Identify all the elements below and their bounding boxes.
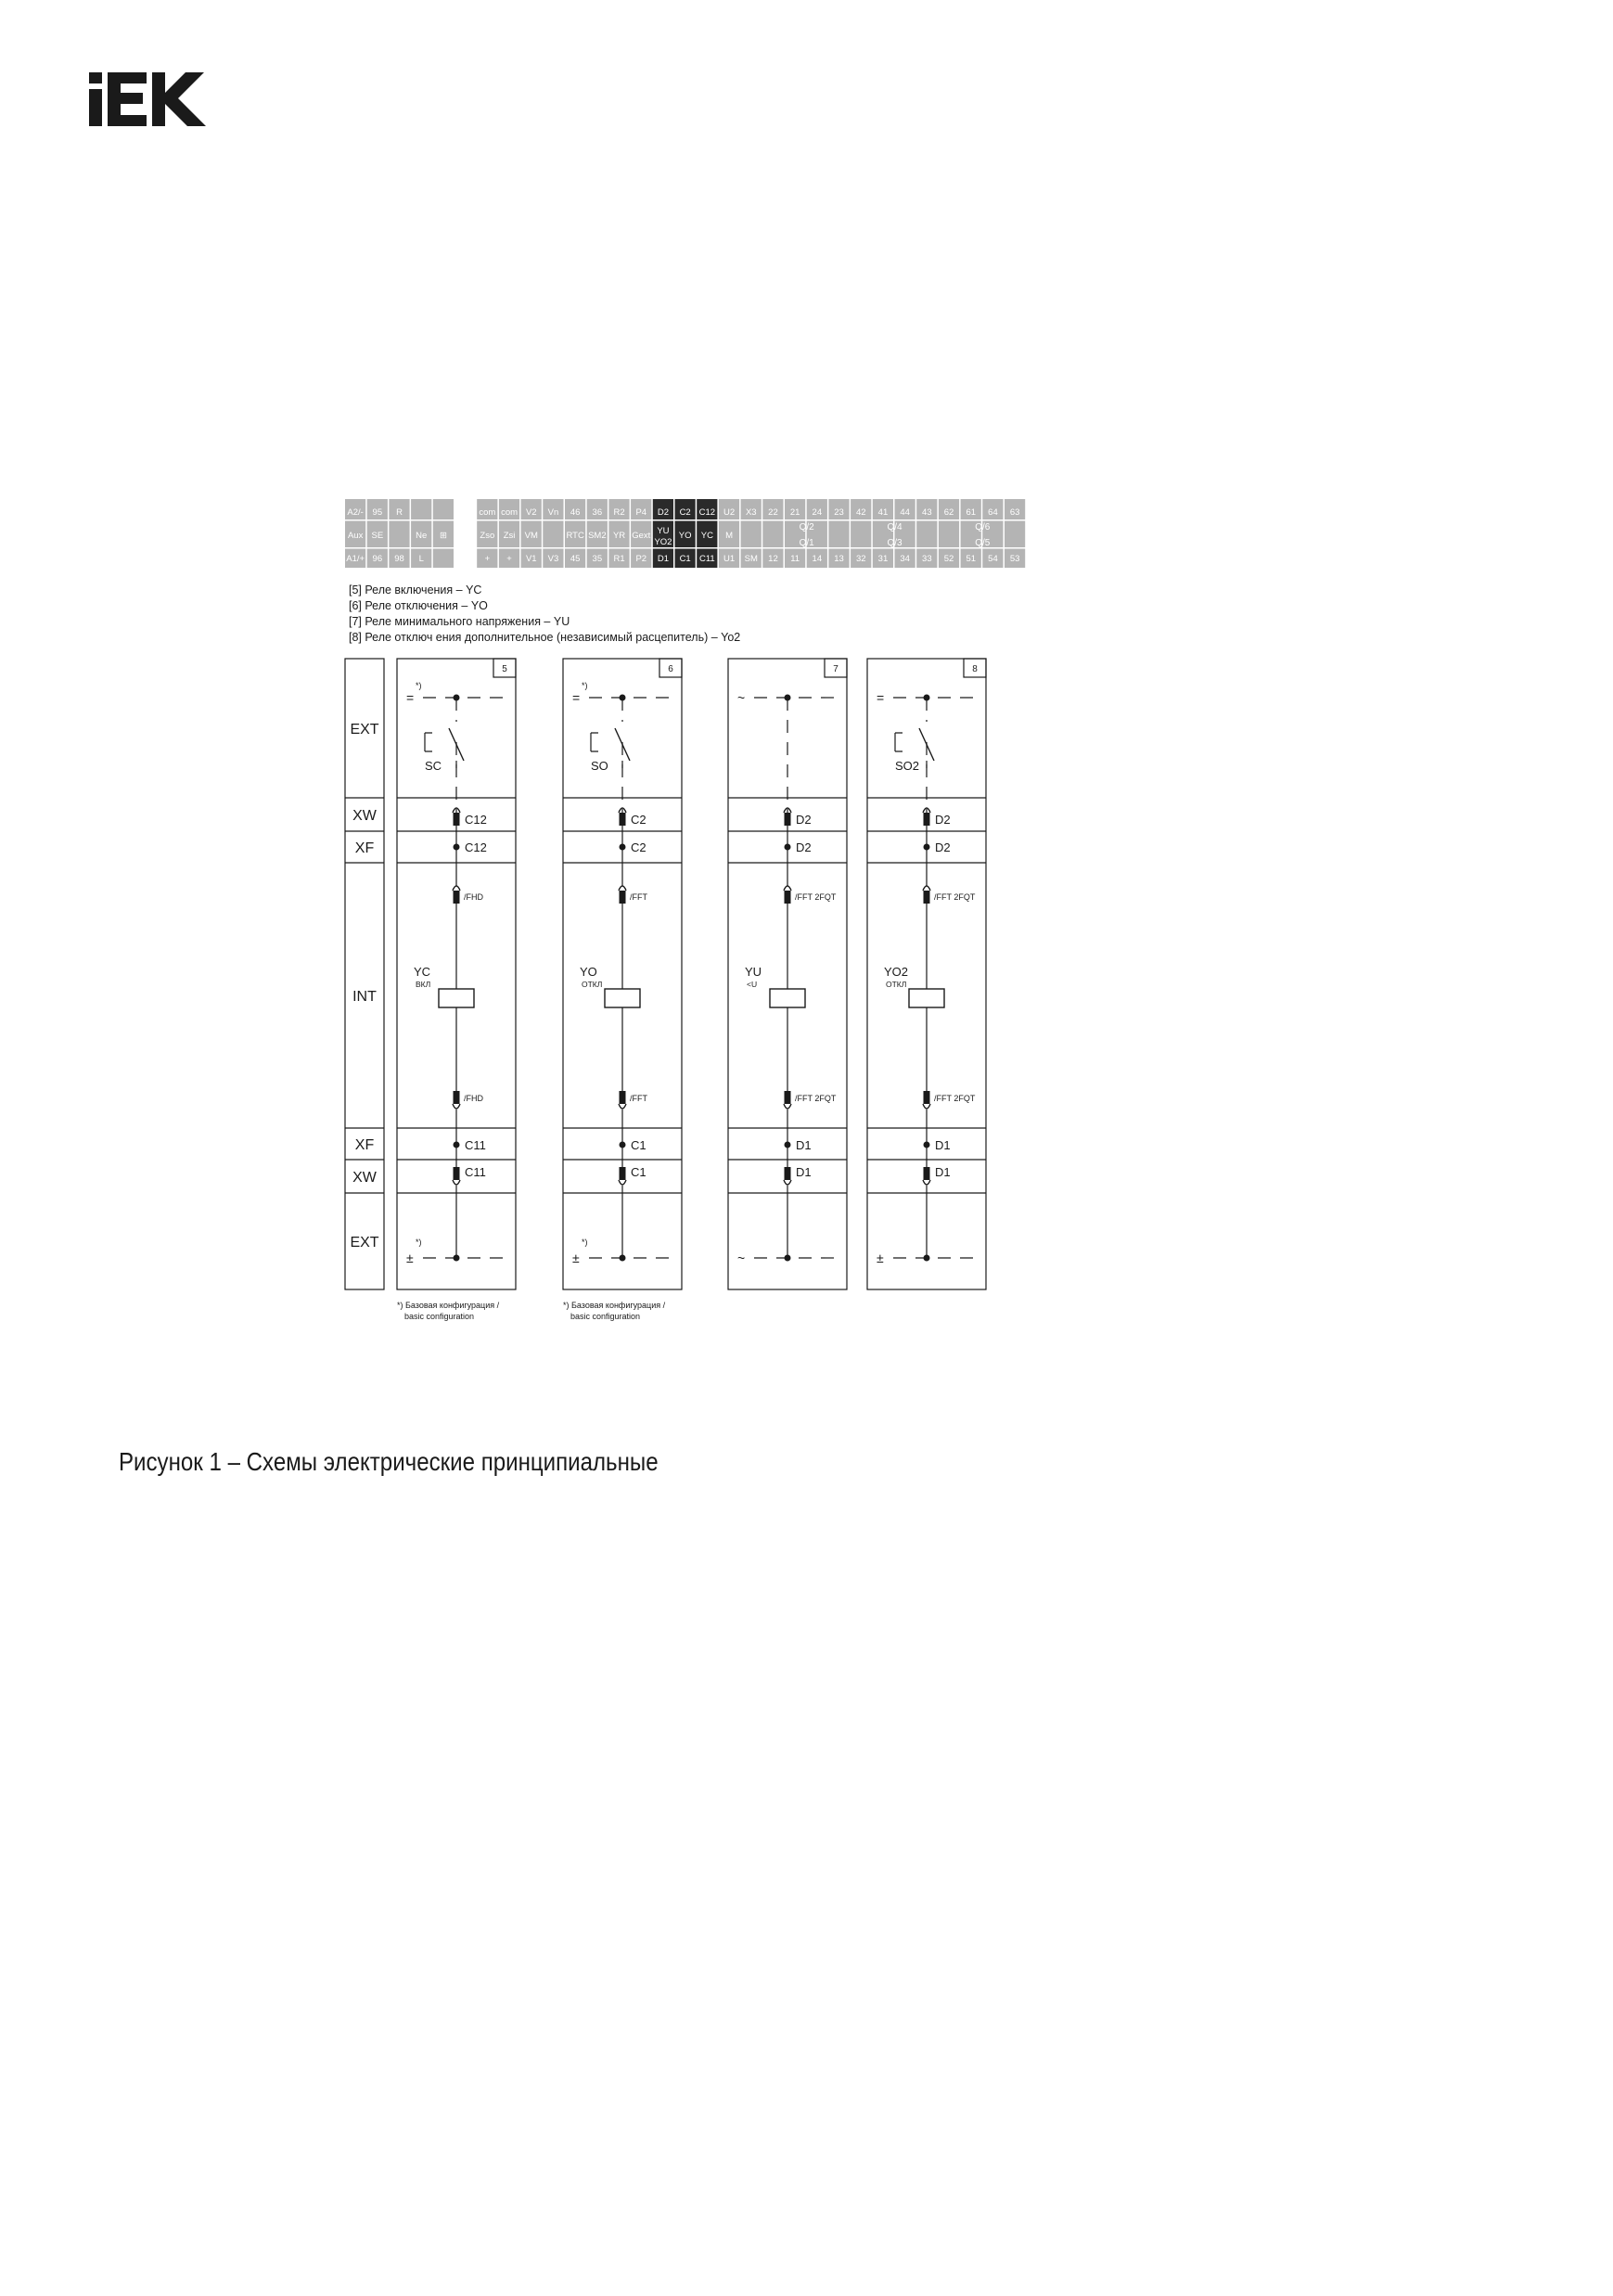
terminal-block xyxy=(873,499,893,568)
terminal-bottom-label: 35 xyxy=(592,554,603,564)
terminal-bottom-label: SM xyxy=(744,554,758,564)
terminal-label-xf-top: C12 xyxy=(465,840,487,854)
terminal-group-top: Q/2 xyxy=(799,522,814,532)
plug-pin xyxy=(620,813,626,826)
plug-arc xyxy=(619,1104,626,1109)
terminal-bottom-label: C1 xyxy=(679,554,691,564)
footnote-line: *) Базовая конфигурация / xyxy=(397,1301,500,1310)
terminal-label-xw-bottom: C1 xyxy=(631,1165,646,1179)
terminal-top-label: 41 xyxy=(877,507,889,518)
coil-label: YO xyxy=(580,965,597,979)
circuit-panel xyxy=(867,659,986,1289)
terminal-label-xf-bottom: D1 xyxy=(796,1138,812,1152)
footnote-line: basic configuration xyxy=(404,1312,475,1321)
coil-label: YO2 xyxy=(884,965,909,979)
terminal-bottom-label: 52 xyxy=(943,554,954,564)
coil-icon xyxy=(770,989,805,1007)
terminal-block xyxy=(608,499,629,568)
terminal-top-label: X3 xyxy=(745,507,757,518)
terminal-top-label: C12 xyxy=(698,507,716,518)
terminal-top-label: 64 xyxy=(988,507,998,518)
plug-pin xyxy=(620,1167,626,1180)
circuit-panels xyxy=(397,659,986,1289)
panel-number: 7 xyxy=(833,664,839,674)
terminal-block xyxy=(411,499,431,568)
terminal-bottom-label: 45 xyxy=(570,554,581,564)
terminal-bottom-label: 32 xyxy=(855,554,866,564)
coil-sublabel: ОТКЛ xyxy=(886,980,907,989)
plug-pin xyxy=(454,813,460,826)
terminal-top-label: 21 xyxy=(789,507,800,518)
terminal-mid-label: RTC xyxy=(566,531,584,541)
terminal-bottom-label: V3 xyxy=(547,554,559,564)
panel-number: 8 xyxy=(972,664,978,674)
plug-pin xyxy=(620,891,626,904)
plug-label-top: /FHD xyxy=(464,892,483,902)
terminal-block xyxy=(543,499,563,568)
terminal-top-label: 44 xyxy=(900,507,910,518)
terminal-block xyxy=(895,499,915,568)
terminal-label-xw-top: D2 xyxy=(796,813,812,827)
switch-gap xyxy=(454,722,458,735)
terminal-block xyxy=(455,499,476,568)
terminal-bottom-label: 31 xyxy=(877,554,889,564)
terminal-bottom-label: R1 xyxy=(613,554,625,564)
plug-label-bottom: /FFT 2FQT xyxy=(934,1094,976,1103)
terminal-block xyxy=(785,499,805,568)
terminal-top-label: 62 xyxy=(943,507,954,518)
terminal-block xyxy=(389,499,409,568)
plug-label-top: /FFT 2FQT xyxy=(934,892,976,902)
terminal-block xyxy=(807,499,827,568)
terminal-mid-label: SM2 xyxy=(588,531,607,541)
plug-arc xyxy=(784,886,791,891)
terminal-top-label: V2 xyxy=(525,507,537,518)
terminal-label-xw-top: C2 xyxy=(631,813,646,827)
plug-pin xyxy=(924,1091,930,1104)
terminal-mid-label: YC xyxy=(700,531,713,541)
footnotes xyxy=(397,1301,666,1321)
row-label-ext-top: EXT xyxy=(350,722,379,738)
terminal-block xyxy=(851,499,871,568)
terminal-mid-label: Zso xyxy=(480,531,495,541)
terminal-mid-label: Zsi xyxy=(503,531,516,541)
terminal-top-label: 46 xyxy=(570,507,581,518)
plug-arc xyxy=(923,1180,930,1185)
plug-pin xyxy=(785,891,791,904)
terminal-top-label: com xyxy=(479,507,496,518)
supply-symbol-bottom: ± xyxy=(877,1251,884,1265)
circuit-panel xyxy=(397,659,516,1289)
row-label-column xyxy=(345,659,384,1289)
figure-caption: Рисунок 1 – Схемы электрические принципиальные xyxy=(119,1447,659,1476)
row-label-int: INT xyxy=(352,989,377,1005)
terminal-mid-label: Aux xyxy=(347,531,364,541)
terminal-block xyxy=(1005,499,1025,568)
plug-label-bottom: /FHD xyxy=(464,1094,483,1103)
panel-number: 6 xyxy=(668,664,673,674)
terminal-block xyxy=(631,499,651,568)
plug-pin xyxy=(924,1167,930,1180)
terminal-top-label: 95 xyxy=(372,507,383,518)
legend-line: [5] Реле включения – YC xyxy=(349,584,482,596)
terminal-bottom-label: 96 xyxy=(372,554,383,564)
switch-gap xyxy=(925,722,928,735)
supply-symbol-top: = xyxy=(877,690,885,705)
terminal-block xyxy=(939,499,959,568)
switch-label: SO xyxy=(591,759,608,773)
plug-arc xyxy=(784,1180,791,1185)
terminal-block xyxy=(762,499,783,568)
terminal-bottom-label: 53 xyxy=(1009,554,1020,564)
terminal-block xyxy=(961,499,981,568)
legend-line: [7] Реле минимального напряжения – YU xyxy=(349,615,570,628)
legend-line: [6] Реле отключения – YO xyxy=(349,599,488,612)
plug-pin xyxy=(785,1091,791,1104)
supply-symbol-bottom: ± xyxy=(406,1251,414,1265)
footnote-line: *) Базовая конфигурация / xyxy=(563,1301,666,1310)
terminal-block-bg xyxy=(455,499,476,568)
terminal-block xyxy=(367,499,388,568)
supply-symbol-top: ~ xyxy=(737,690,746,705)
plug-pin xyxy=(454,1091,460,1104)
strip-divider xyxy=(345,519,1027,521)
switch-icon xyxy=(591,733,598,751)
row-label-xw-top: XW xyxy=(352,808,377,824)
terminal-bottom-label: V1 xyxy=(525,554,537,564)
terminal-block xyxy=(499,499,519,568)
asterisk-note: *) xyxy=(416,1238,422,1247)
coil-sublabel: ОТКЛ xyxy=(582,980,603,989)
terminal-block xyxy=(433,499,454,568)
row-label-ext-bot: EXT xyxy=(350,1235,379,1251)
asterisk-note: *) xyxy=(582,1238,588,1247)
terminal-bottom-label: + xyxy=(484,554,491,564)
terminal-group-bottom: Q/5 xyxy=(975,538,991,548)
terminal-bottom-label: D1 xyxy=(657,554,670,564)
terminal-bottom-label: 33 xyxy=(922,554,932,564)
terminal-top-label: U2 xyxy=(723,507,736,518)
terminal-label-xf-top: D2 xyxy=(796,840,812,854)
strip-divider xyxy=(345,547,1027,549)
junction-dot xyxy=(785,1255,791,1262)
switch-label: SC xyxy=(425,759,442,773)
switch-icon xyxy=(895,733,903,751)
asterisk-note: *) xyxy=(416,681,422,690)
terminal-label-xw-bottom: D1 xyxy=(935,1165,951,1179)
junction-dot xyxy=(924,1255,930,1262)
terminal-strip xyxy=(345,499,1027,568)
terminal-block xyxy=(477,499,497,568)
coil-label: YU xyxy=(745,965,762,979)
plug-pin xyxy=(785,1167,791,1180)
terminal-label-xf-bottom: C11 xyxy=(465,1138,486,1152)
terminal-bottom-label: C11 xyxy=(698,554,715,564)
terminal-group-bottom: Q/1 xyxy=(799,538,814,548)
supply-symbol-bottom: ± xyxy=(572,1251,580,1265)
terminal-mid-label: SE xyxy=(371,531,384,541)
terminal-bottom-label: + xyxy=(506,554,512,564)
terminal-block xyxy=(828,499,849,568)
terminal-label-xf-bottom: C1 xyxy=(631,1138,646,1152)
terminal-top-label: com xyxy=(501,507,518,518)
supply-symbol-top: = xyxy=(406,690,415,705)
terminal-top-label: Vn xyxy=(547,507,559,518)
asterisk-note: *) xyxy=(582,681,588,690)
terminal-block xyxy=(565,499,585,568)
plug-arc xyxy=(619,1180,626,1185)
plug-arc xyxy=(923,1104,930,1109)
terminal-bottom-label: 13 xyxy=(834,554,844,564)
coil-label: YC xyxy=(414,965,431,979)
terminal-bottom-label: 12 xyxy=(768,554,778,564)
plug-arc xyxy=(453,1180,460,1185)
plug-pin xyxy=(785,813,791,826)
terminal-group-top: Q/6 xyxy=(975,522,991,532)
switch-icon xyxy=(425,733,432,751)
terminal-mid-label: YO2 xyxy=(654,537,672,547)
terminal-block xyxy=(345,499,365,568)
terminal-block xyxy=(982,499,1003,568)
terminal-top-label: 42 xyxy=(855,507,866,518)
terminal-label-xw-bottom: D1 xyxy=(796,1165,812,1179)
plug-pin xyxy=(620,1091,626,1104)
terminal-label-xf-top: D2 xyxy=(935,840,951,854)
terminal-group-bottom: Q/3 xyxy=(887,538,903,548)
terminal-block xyxy=(521,499,542,568)
plug-pin xyxy=(454,1167,460,1180)
plug-arc xyxy=(453,1104,460,1109)
junction-dot xyxy=(620,1255,626,1262)
terminal-label-xf-top: C2 xyxy=(631,840,646,854)
terminal-mid-label: YR xyxy=(612,531,626,541)
terminal-bottom-label: 11 xyxy=(790,554,800,564)
coil-icon xyxy=(605,989,640,1007)
terminal-block xyxy=(741,499,762,568)
coil-icon xyxy=(439,989,474,1007)
terminal-mid-label: Gext xyxy=(632,531,651,541)
switch-label: SO2 xyxy=(895,759,920,773)
terminal-top-label: 61 xyxy=(966,507,977,518)
terminal-block xyxy=(916,499,937,568)
terminal-block xyxy=(697,499,717,568)
terminal-top-label: 43 xyxy=(922,507,932,518)
terminal-bottom-label: 14 xyxy=(812,554,823,564)
terminal-block xyxy=(719,499,739,568)
terminal-mid-label: M xyxy=(725,531,734,541)
footnote-line: basic configuration xyxy=(570,1312,641,1321)
terminal-top-label: 23 xyxy=(834,507,844,518)
panel-number: 5 xyxy=(502,664,507,674)
terminal-group-top: Q/4 xyxy=(887,522,903,532)
coil-icon xyxy=(909,989,944,1007)
terminal-top-label: 36 xyxy=(592,507,603,518)
row-label-xf-top: XF xyxy=(354,840,375,856)
terminal-top-label: P4 xyxy=(635,507,647,518)
terminal-top-label: A2/- xyxy=(347,507,364,518)
row-label-xf-bot: XF xyxy=(354,1137,375,1153)
relay-legend xyxy=(349,584,740,644)
terminal-mid-label: YO xyxy=(678,531,692,541)
terminal-top-label: 22 xyxy=(768,507,778,518)
terminal-mid-label: VM xyxy=(524,531,538,541)
plug-arc xyxy=(923,886,930,891)
terminal-top-label: D2 xyxy=(657,507,670,518)
coil-sublabel: <U xyxy=(747,980,758,989)
terminal-bottom-label: 51 xyxy=(966,554,977,564)
terminal-top-label: R xyxy=(396,507,403,518)
plug-pin xyxy=(454,891,460,904)
terminal-block xyxy=(587,499,608,568)
terminal-bottom-label: P2 xyxy=(635,554,647,564)
circuit-panel xyxy=(563,659,682,1289)
terminal-mid-label: ⊞ xyxy=(439,531,447,541)
terminal-top-label: 24 xyxy=(812,507,823,518)
terminal-top-label: 63 xyxy=(1009,507,1020,518)
plug-pin xyxy=(924,813,930,826)
row-label-xw-bot: XW xyxy=(352,1170,377,1186)
plug-label-top: /FFT xyxy=(630,892,647,902)
plug-label-top: /FFT 2FQT xyxy=(795,892,837,902)
row-labels xyxy=(345,659,384,1289)
supply-symbol-top: = xyxy=(572,690,581,705)
terminal-label-xw-top: D2 xyxy=(935,813,951,827)
plug-arc xyxy=(619,886,626,891)
terminal-bottom-label: 98 xyxy=(394,554,404,564)
switch-gap xyxy=(621,722,624,735)
terminal-label-xf-bottom: D1 xyxy=(935,1138,951,1152)
terminal-mid-label: YU xyxy=(657,526,670,536)
supply-symbol-bottom: ~ xyxy=(737,1251,746,1265)
terminal-label-xw-bottom: C11 xyxy=(465,1165,486,1179)
circuit-panel xyxy=(728,659,847,1289)
terminal-bottom-label: U1 xyxy=(723,554,736,564)
coil-sublabel: ВКЛ xyxy=(416,980,431,989)
terminal-bottom-label: 54 xyxy=(988,554,998,564)
plug-label-bottom: /FFT xyxy=(630,1094,647,1103)
terminal-bottom-label: A1/+ xyxy=(346,554,365,564)
terminal-top-label: R2 xyxy=(613,507,625,518)
plug-pin xyxy=(924,891,930,904)
terminal-block xyxy=(653,499,673,568)
terminal-top-label: C2 xyxy=(679,507,691,518)
plug-label-bottom: /FFT 2FQT xyxy=(795,1094,837,1103)
terminal-block xyxy=(675,499,696,568)
plug-arc xyxy=(453,886,460,891)
plug-arc xyxy=(784,1104,791,1109)
terminal-label-xw-top: C12 xyxy=(465,813,487,827)
terminal-bottom-label: L xyxy=(418,554,424,564)
terminal-bottom-label: 34 xyxy=(900,554,910,564)
terminal-mid-label: Ne xyxy=(416,531,428,541)
junction-dot xyxy=(454,1255,460,1262)
legend-line: [8] Реле отключ ения дополнительное (независимый расцепитель) – Yo2 xyxy=(349,631,741,644)
